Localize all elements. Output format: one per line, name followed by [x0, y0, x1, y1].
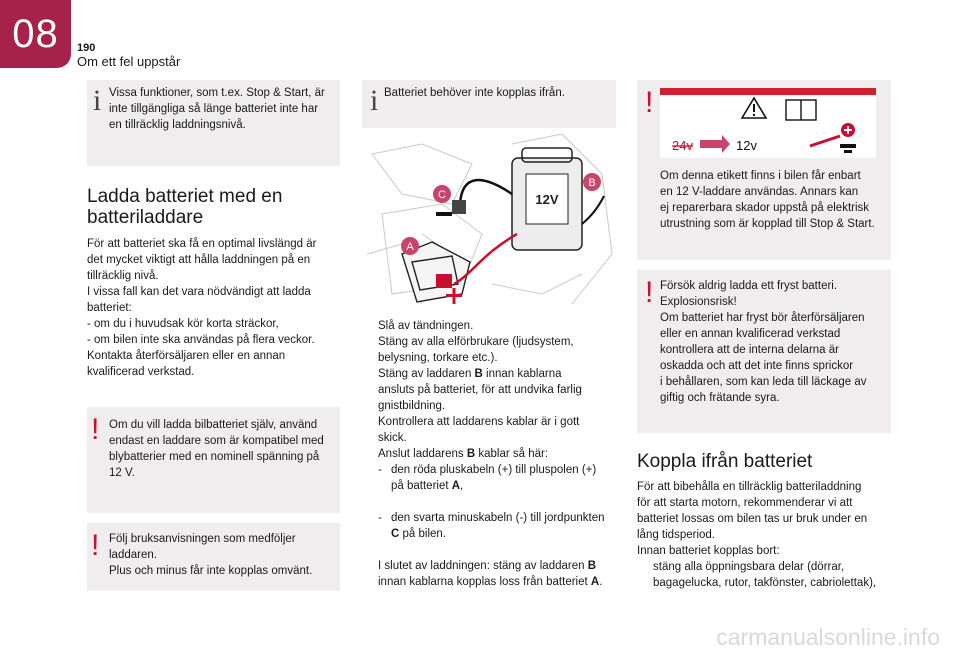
label-24v: 24v — [672, 138, 693, 153]
heading-disconnect-battery: Koppla ifrån batteriet — [637, 451, 813, 472]
info-box — [87, 80, 340, 166]
chapter-tab: 08 — [0, 0, 71, 68]
warning-box — [87, 523, 340, 591]
page-number: 190 — [77, 42, 96, 54]
label-a: A — [406, 241, 414, 253]
info-icon: i — [370, 84, 379, 117]
watermark: carmanualsonline.info — [716, 624, 940, 650]
charger-voltage: 12V — [535, 192, 559, 207]
warning-text: Försök aldrig ladda ett fryst batteri. Explosionsrisk! Om batteriet har fryst bör återförsäljaren eller en annan kvalificerad verkstad kontrollera att de interna delarna är oskadda och att det inte finns sprickor i behållaren, som kan leda till läckage av giftig och frätande syra. — [660, 280, 867, 404]
info-box — [362, 80, 616, 128]
warning-box — [637, 270, 891, 433]
disconnect-steps — [637, 559, 897, 591]
warning-icon: ! — [645, 276, 654, 309]
clamp-negative — [452, 200, 466, 214]
warning-box — [87, 407, 340, 513]
battery-charging-illustration — [362, 134, 616, 310]
label-c: C — [438, 189, 446, 201]
warning-icon: ! — [91, 413, 100, 446]
warning-text: Om du vill ladda bilbatteriet själv, använd endast en laddare som är kompatibel med blybatterier med en nominell spänning på 12 V. — [109, 419, 324, 479]
warning-text: Följ bruksanvisningen som medföljer laddaren. Plus och minus får inte kopplas omvänt. — [109, 533, 313, 577]
section-title: Om ett fel uppstår — [77, 54, 181, 69]
minus-sign — [436, 212, 452, 216]
label-b: B — [588, 177, 596, 189]
list-item: stäng alla öppningsbara delar (dörrar, bagagelucka, rutor, takfönster, cabriolettak), — [653, 561, 877, 589]
disconnect-intro-text: För att bibehålla en tillräcklig batteriladdning för att starta motorn, rekommenderar vi att batteriet lossas om bilen tas ur bruk under en lång tidsperiod. Innan batteriet kopplas bort: — [637, 481, 868, 557]
warning-icon: ! — [645, 86, 654, 119]
charge-intro-text: För att batteriet ska få en optimal livslängd är det mycket viktigt att hålla laddningen på en tillräcklig nivå. I vissa fall kan det vara nödvändigt att ladda batteriet: - om du i huvudsak kör korta sträckor, - om bilen inte ska användas på flera veckor. Kontakta återförsäljaren eller en annan kvalificerad verkstad. — [87, 238, 317, 378]
list-item: Stäng av alla elförbrukare (ljudsystem, belysning, torkare etc.). — [378, 336, 574, 364]
info-text: Batteriet behöver inte kopplas ifrån. — [384, 87, 565, 99]
list-item: Stäng av laddaren B innan kablarna ansluts på batteriet, för att undvika farlig gnistbildning. — [378, 368, 582, 412]
list-item: Slå av tändningen. — [378, 320, 474, 332]
info-icon: i — [93, 84, 102, 117]
list-item: I slutet av laddningen: stäng av laddaren B innan kablarna kopplas loss från batteriet A. — [378, 560, 603, 588]
list-item: Anslut laddarens B kablar så här: - den röda pluskabeln (+) till pluspolen (+) på batteriet A, - den svarta minuskabeln (-) till jordpunkten C på bilen. — [362, 446, 622, 558]
label-12v: 12v — [736, 138, 757, 153]
warning-icon: ! — [91, 529, 100, 562]
label-warning-text: Om denna etikett finns i bilen får enbart en 12 V-laddare användas. Annars kan ej reparerbara skador uppstå på elektrisk utrustning som är kopplad till Stop & Start. — [660, 170, 875, 230]
heading-charge-battery: Ladda batteriet med en batteriladdare — [87, 186, 283, 228]
info-text: Vissa funktioner, som t.ex. Stop & Start, är inte tillgängliga så länge batteriet inte har en tillräcklig laddningsnivå. — [109, 87, 325, 131]
clamp-positive — [436, 274, 452, 288]
list-item: Kontrollera att laddarens kablar är i gott skick. — [378, 416, 580, 444]
stop-start-label-illustration — [660, 88, 876, 158]
charging-steps — [362, 318, 622, 590]
sub-list-item: - den svarta minuskabeln (-) till jordpunkten C på bilen. — [378, 512, 605, 540]
sub-list-item: - den röda pluskabeln (+) till pluspolen (+) på batteriet A, — [378, 464, 597, 492]
